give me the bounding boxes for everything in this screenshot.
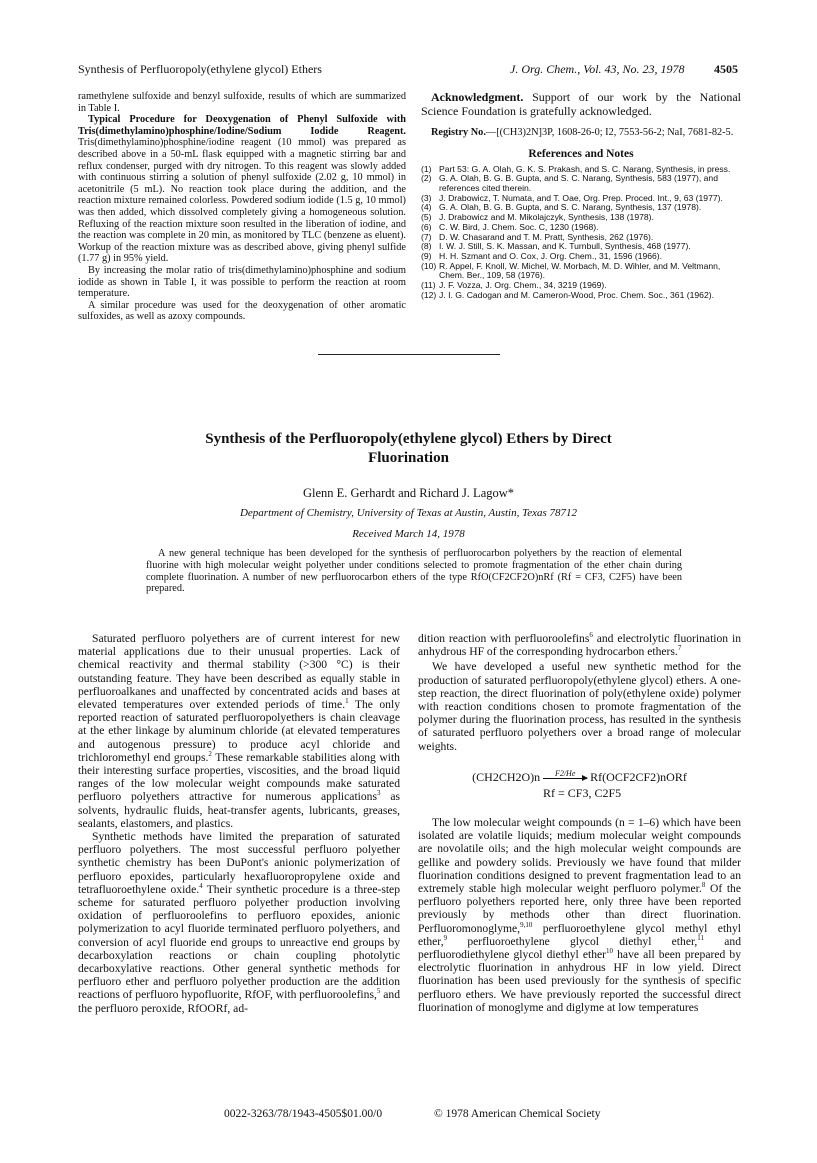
results-paragraph: The low molecular weight compounds (n = 1–6) which have been isolated are volatile liquids; medium molecular weight compounds are novolatile oils; and the high molecular weight compounds are gellike and powdery solids. Previously we have found that milder fluorination conditions designed to prevent fragmentation lead to an extremely stable high molecular weight perfluoro polymer.$^8$ Of the perfluoro polyethers reported here, only three have been reported previously by methods other than direct fluorination. Perfluoromonoglyme,$^{9,10}$ perfluoroethylene glycol methyl ethyl ether,$^9$ perfluoroethylene glycol diethyl ether,$^{11}$ and perfluorodiethylene glycol diethyl ether$^{10}$ have all been prepared by electrolytic fluorination in anhydrous HF in low yield. Direct fluorination has been used previously for the synthesis of specific perfluoro ethers. We have previously reported the successful direct fluorination of monoglyme and diglyme at low temperatures xyxy=(418,816,741,1014)
procedure-heading: Typical Procedure for Deoxygenation of Phenyl Sulfoxide with Tris(dimethylamino)phosphine/Iodine/Sodium Iodide Reagent. xyxy=(78,114,406,137)
reference-item xyxy=(421,262,741,281)
arrow-head xyxy=(582,775,588,781)
intro-paragraph-1: Saturated perfluoro polyethers are of current interest for new material applications due to their unusual properties. Lack of chemical reactivity and thermal stability (>300 °C) is their outstanding feature. They have been described as equally stable in perfluoroalkanes and unaffected by concentrated acids and bases at elevated temperatures over extended periods of time.$^1$ The only reported reaction of saturated perfluoropolyethers is chain cleavage at the ether linkage by aluminum chloride (at elevated temperatures and autogenous pressure) to produce acyl chloride and trichloromethyl end groups.$^2$ These remarkable stabilities along with their interesting surface properties, viscosities, and the broad liquid ranges of the low molecular weight compounds make saturated perfluoro polyethers attractive for numerous applications$^3$ as solvents, hydraulic fluids, heat-transfer agents, lubricants, greases, sealants, elastomers, and plastics. xyxy=(78,632,400,830)
reference-text: C. W. Bird, J. Chem. Soc. C, 1230 (1968). xyxy=(439,221,599,232)
reference-number: (8) xyxy=(421,241,432,252)
top-left-column xyxy=(78,91,406,323)
reference-text: J. Drabowicz and M. Mikolajczyk, Synthesis, 138 (1978). xyxy=(439,212,654,223)
procedure-text: Tris(dimethylamino)phosphine/iodine reagent (10 mmol) was prepared as described above in a 50-mL flask equipped with a magnetic stirring bar and reflux condenser, purged with dry nitrogen. To this reagent was slowly added with continuous stirring a solution of phenyl sulfoxide (2.02 g, 10 mmol) in acetonitrile (5 mL). No reaction took place during the addition, and the reaction mixture remained colorless. Powdered sodium iodide (1.5 g, 10 mmol) was then added, which dissolved completely giving a homogeneous solution. Refluxing of the reaction mixture soon resulted in the liberation of iodine, and the reaction was complete in 20 min, as monitored by TLC (benzene as eluent). Workup of the reaction mixture was as described above, giving phenyl sulfide (1.77 g) in 95% yield. xyxy=(78,137,406,265)
running-header-left: Synthesis of Perfluoropoly(ethylene glycol) Ethers xyxy=(78,62,322,76)
rf-definition: Rf = CF3, C2F5 xyxy=(543,785,622,800)
procedure-paragraph xyxy=(78,114,406,265)
reference-number: (9) xyxy=(421,250,432,261)
article-affiliation: Department of Chemistry, University of Texas at Austin, Austin, Texas 78712 xyxy=(239,507,578,519)
reference-number: (11) xyxy=(421,280,436,291)
carryover-paragraph: ramethylene sulfoxide and benzyl sulfoxide, results of which are summarized in Table I. xyxy=(78,91,406,114)
acknowledgment-heading: Acknowledgment. xyxy=(431,90,524,104)
similar-procedure-paragraph: A similar procedure was used for the deoxygenation of other aromatic sulfoxides, as well as azoxy compounds. xyxy=(78,299,406,323)
intro-paragraph-2: Synthetic methods have limited the preparation of saturated perfluoro polyethers. The most successful perfluoro polyether synthetic chemistry has been DuPont's anionic polymerization of perfluoro epoxides, particularly hexafluoropropylene oxide and tetrafluoroethylene oxide.$^4$ Their synthetic procedure is a three-step scheme for saturated perfluoro polyether production involving oxidation of perfluoroolefins to perfluoro epoxides, anionic polymerization to acyl fluoride terminated perfluoro polyethers, and conversion of acyl fluoride end groups to unreactive end groups by decarboxylation reactions or chain coupling photolytic decarboxylative reactions. Other general synthetic methods for perfluoro ether and perfluoro polyether production are the addition reactions of perfluoro hypofluorite, RfOF, with perfluoroolefins,$^5$ and the perfluoro peroxide, RfOORf, ad- xyxy=(78,830,401,1015)
reactant: (CH2CH2O)n xyxy=(472,769,541,784)
footer-code: 0022-3263/78/1943-4505$01.00/0 xyxy=(224,1108,383,1120)
reference-text: Part 53: G. A. Olah, G. K. S. Prakash, and S. C. Narang, Synthesis, in press. xyxy=(439,163,731,174)
acknowledgment-text: Support of our work by the National Science Foundation is gratefully acknowledged. xyxy=(421,90,742,118)
reaction-equation xyxy=(418,769,741,800)
reference-number: (6) xyxy=(421,221,432,232)
reference-text: J. I. G. Cadogan and M. Cameron-Wood, Proc. Chem. Soc., 361 (1962). xyxy=(439,289,714,300)
continued-paragraph: dition reaction with perfluoroolefins$^6$ and electrolytic fluorination in anhydrous HF of the corresponding hydrocarbon ethers.$^7$ xyxy=(418,631,742,659)
method-paragraph: We have developed a useful new synthetic method for the production of saturated perfluoropoly(ethylene glycol) ethers. A one-step reaction, the direct fluorination of poly(ethylene oxide) polymer with reaction conditions chosen to promote fragmentation of the polymer during the fluorination process, has resulted in the synthesis of saturated perfluoro polyethers over a broad range of molecular weights. xyxy=(418,660,741,753)
reference-text: G. A. Olah, B. G. B. Gupta, and S. C. Narang, Synthesis, 137 (1978). xyxy=(439,202,702,213)
top-right-column xyxy=(421,91,741,300)
reference-number: (12) xyxy=(421,289,437,300)
reference-item xyxy=(421,174,741,193)
reference-number: (3) xyxy=(421,192,432,203)
product: Rf(OCF2CF2)nORf xyxy=(590,769,687,784)
section-divider xyxy=(318,354,500,355)
article-authors: Glenn E. Gerhardt and Richard J. Lagow* xyxy=(302,486,515,500)
page-number: 4505 xyxy=(714,62,738,76)
body-right-column xyxy=(418,632,741,1014)
registry-text: —[(CH3)2N]3P, 1608-26-0; I2, 7553-56-2; NaI, 7681-82-5. xyxy=(485,127,734,138)
reference-number: (4) xyxy=(421,202,432,213)
reference-number: (10) xyxy=(421,260,437,271)
room-temp-paragraph: By increasing the molar ratio of tris(dimethylamino)phosphine and sodium iodide as shown in Table I, it was possible to perform the reaction at room temperature. xyxy=(78,264,406,300)
reference-number: (5) xyxy=(421,212,432,223)
reaction-arrow xyxy=(543,769,587,784)
reference-text: J. F. Vozza, J. Org. Chem., 34, 3219 (1969). xyxy=(439,280,607,291)
reference-text: D. W. Chasarand and T. M. Pratt, Synthesis, 262 (1976). xyxy=(439,231,654,242)
acknowledgment xyxy=(421,91,741,118)
article-title-line-1: Synthesis of the Perfluoropoly(ethylene glycol) Ethers by Direct xyxy=(205,431,612,447)
references-list xyxy=(421,165,741,301)
footer-copyright: © 1978 American Chemical Society xyxy=(434,1108,601,1120)
reference-item xyxy=(421,291,741,301)
reference-text: G. A. Olah, B. G. B. Gupta, and S. C. Narang, Synthesis, 583 (1977), and references cited therein. xyxy=(439,173,718,193)
reference-number: (7) xyxy=(421,231,432,242)
reference-number: (2) xyxy=(421,173,432,184)
references-title: References and Notes xyxy=(528,147,634,160)
article-received-date: Received March 14, 1978 xyxy=(352,528,465,540)
reference-text: I. W. J. Still, S. K. Massan, and K. Turnbull, Synthesis, 468 (1977). xyxy=(439,241,691,252)
article-abstract: A new general technique has been developed for the synthesis of perfluorocarbon polyethers by the reaction of elemental fluorine with high molecular weight polyether under conditions selected to promote fragmentation of the ether chain during complete fluorination. A number of new perfluorocarbon ethers of the type RfO(CF2CF2O)nRf (Rf = CF3, C2F5) have been prepared. xyxy=(146,548,682,595)
reference-number: (1) xyxy=(421,163,432,174)
reaction-conditions: F2/He xyxy=(554,768,576,778)
reference-text: J. Drabowicz, T. Numata, and T. Oae, Org. Prep. Proced. Int., 9, 63 (1977). xyxy=(439,192,723,203)
registry-numbers xyxy=(421,127,741,139)
body-left-column xyxy=(78,632,400,1015)
reaction-line xyxy=(418,769,741,784)
registry-heading: Registry No. xyxy=(431,127,486,138)
reference-text: H. H. Szmant and O. Cox, J. Org. Chem., 31, 1596 (1966). xyxy=(439,250,663,261)
article-title xyxy=(78,430,739,468)
reference-text: R. Appel, F. Knoll, W. Michel, W. Morbach, M. D. Wihler, and M. Veltmann, Chem. Ber., 109, 58 (1976). xyxy=(439,260,721,281)
arrow-shaft xyxy=(543,778,587,779)
article-title-line-2: Fluorination xyxy=(368,450,449,466)
running-header-journal: J. Org. Chem., Vol. 43, No. 23, 1978 xyxy=(510,62,685,76)
